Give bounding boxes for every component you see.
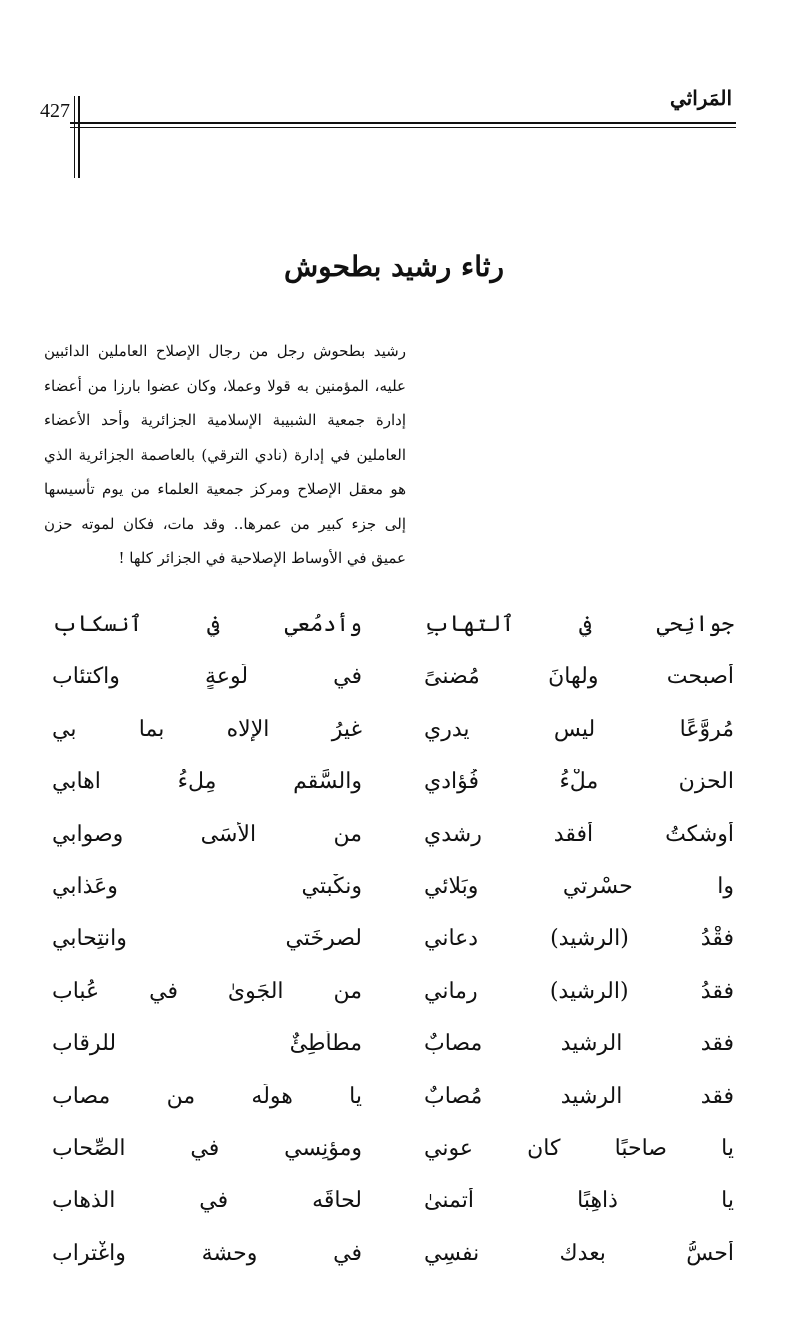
verse-first-hemistich: فقْدُ (الرشيد) دعاني [424,926,734,952]
verse [40,604,746,656]
verse-second-hemistich: ومؤنِسي في الصِّحاب [52,1135,362,1161]
intro-line: رشيد بطحوش رجل من رجال الإصلاح العاملين الدائبين [44,342,406,360]
verse-first-hemistich: وا حسْرتي وبَلائي [424,873,734,899]
verse [40,1128,746,1180]
intro-line: إلى جزء كبير من عمرها.. وقد مات، فكان لموته حزن [44,514,406,533]
verse-first-hemistich: أوشكتُ أفقد رشدي [424,821,734,847]
verse [40,971,746,1023]
verse-first-hemistich: فقد الرشيد مصابٌ [424,1031,734,1057]
verse-second-hemistich: مطأطِئٌ للرقاب [52,1031,362,1057]
poem-body [40,604,746,1285]
verse-first-hemistich: يا ذاهِبًا أتمنىٰ [424,1188,734,1214]
poem-title: رثاء رشيد بطحوش [283,250,505,283]
verse-first-hemistich: أحسُّ بعدك نفسِي [424,1240,734,1266]
verse-second-hemistich: في لَوعةٍ واكتئاب [52,664,362,690]
verse-second-hemistich: يا هولَه من مصاب [52,1083,362,1109]
intro-paragraph [44,334,406,576]
verse [40,918,746,970]
verse-first-hemistich: يا صاحبًا كان عوني [424,1135,734,1161]
verse-second-hemistich: من الأَسَى وصوابي [52,821,362,847]
header-rule-thin [70,127,736,128]
verse [40,656,746,708]
running-head: المَراثي [669,86,732,110]
verse-second-hemistich: والسَّقم مِلءُ اهابي [52,769,362,795]
verse-second-hemistich: ونكْبتي وعَذابي [52,873,362,899]
intro-line: إدارة جمعية الشبيبة الإسلامية الجزائرية وأحد الأعضاء [44,411,406,429]
verse [40,814,746,866]
header-vertical-rule-thick [78,96,80,178]
intro-line: عليه، المؤمنين به قولا وعملا، وكان عضوا بارزا من أعضاء [44,376,406,395]
header-vertical-rule [74,96,75,178]
verse [40,761,746,813]
verse-first-hemistich: مُروَّعًا ليس يدري [424,716,734,742]
verse-first-hemistich: الحزن ملْءُ فُؤادي [424,769,734,795]
verse-second-hemistich: وأدمُعي في ٱنسكاب [52,612,362,637]
verse-second-hemistich: لحاقَه في الذهاب [52,1188,362,1214]
verse [40,1180,746,1232]
verse [40,1023,746,1075]
verse [40,1076,746,1128]
verse [40,1233,746,1285]
intro-line: العاملين في إدارة (نادي الترقي) بالعاصمة الجزائرية الذي [44,445,406,464]
verse-first-hemistich: فقدُ (الرشيد) رماني [424,978,734,1004]
verse-first-hemistich: أصبحت ولهانَ مُضنىً [424,664,734,690]
verse-second-hemistich: من الجَوىٰ في عُباب [52,978,362,1004]
verse-first-hemistich: فقد الرشيد مُصابٌ [424,1083,734,1109]
verse-first-hemistich: جوانِحي في ٱلتهابِ [424,612,734,637]
verse-second-hemistich: في وحشة واغْتراب [52,1240,362,1266]
verse-second-hemistich: غيرُ الإلاه بما بي [52,716,362,742]
intro-line: هو معقل الإصلاح ومركز جمعية العلماء من يوم تأسيسها [44,480,406,498]
verse [40,866,746,918]
intro-line: عميق في الأوساط الإصلاحية في الجزائر كلها ! [118,549,406,567]
header-rule [70,122,736,124]
verse [40,709,746,761]
verse-second-hemistich: لصرخَتي وانتِحابي [52,926,362,952]
page-number: 427 [40,100,70,122]
